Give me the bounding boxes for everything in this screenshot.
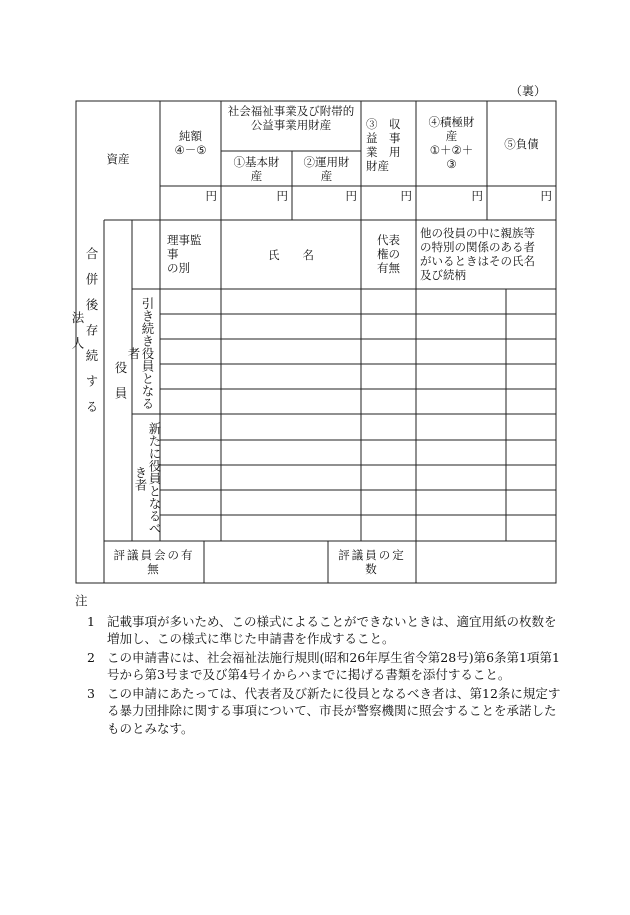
operational-property-label: ②運用財 産	[303, 155, 350, 183]
note-text: この申請書には、社会福祉法施行規則(昭和26年厚生省令第28号)第6条第1項第1号から第3号まで及び第4号イからハまでに掲げる書類を添付すること。	[107, 649, 560, 682]
notes-section	[75, 592, 565, 738]
page-label: （裏）	[510, 84, 547, 98]
social-welfare-property-label: 社会福祉事業及び附帯的 公益事業用財産	[227, 104, 355, 132]
yen-unit-operational: 円	[345, 189, 357, 203]
yen-unit-profit: 円	[400, 189, 412, 203]
yen-unit-positive: 円	[471, 189, 483, 203]
basic-property-label: ①基本財 産	[233, 155, 280, 183]
liabilities-label: ⑤負債	[504, 137, 539, 151]
note-number: 3	[87, 685, 95, 701]
note-item	[75, 613, 565, 648]
name-label: 氏 名	[268, 248, 314, 262]
assets-label: 資産	[106, 152, 130, 166]
note-text: この申請にあたっては、代表者及び新たに役員となるべき者は、第12条に規定する暴力団排除に関する事項について、市長が警察機関に照会することを承諾したものとみなす。	[107, 685, 561, 736]
profit-business-property-label: ③ 収 益 事 業 用 財産	[366, 117, 401, 173]
relatives-label: 他の役員の中に親族等 の特別の関係のある者 がいるときはその氏名 及び続柄	[420, 226, 535, 282]
yen-unit-net: 円	[205, 189, 217, 203]
net-amount-label: 純額 ④－⑤	[174, 129, 207, 157]
council-exists-label: 評議員会の有 無	[113, 548, 195, 576]
representative-authority-label: 代表 権の 有無	[377, 233, 400, 275]
note-number: 2	[87, 649, 95, 665]
yen-unit-basic: 円	[276, 189, 288, 203]
position-label: 理事監 事 の別	[167, 233, 202, 275]
note-number: 1	[87, 613, 95, 629]
note-item	[75, 685, 565, 738]
positive-assets-label: ④積極財 産 ①＋②＋ ③	[428, 115, 475, 171]
continuing-officers-label: 引き続き役員となる者	[126, 296, 155, 410]
notes-title: 注	[75, 593, 88, 608]
merged-entity-label: 合併後存続する法人	[70, 246, 99, 426]
officers-label: 役員	[113, 360, 128, 412]
new-officers-label: 新たに役員となるべき者	[133, 421, 162, 535]
note-item	[75, 649, 565, 684]
council-count-label: 評議員の定 数	[338, 548, 406, 576]
yen-unit-liabilities: 円	[540, 189, 552, 203]
note-text: 記載事項が多いため、この様式によることができないときは、適宜用紙の枚数を増加し、この様式に準じた申請書を作成すること。	[107, 613, 557, 646]
